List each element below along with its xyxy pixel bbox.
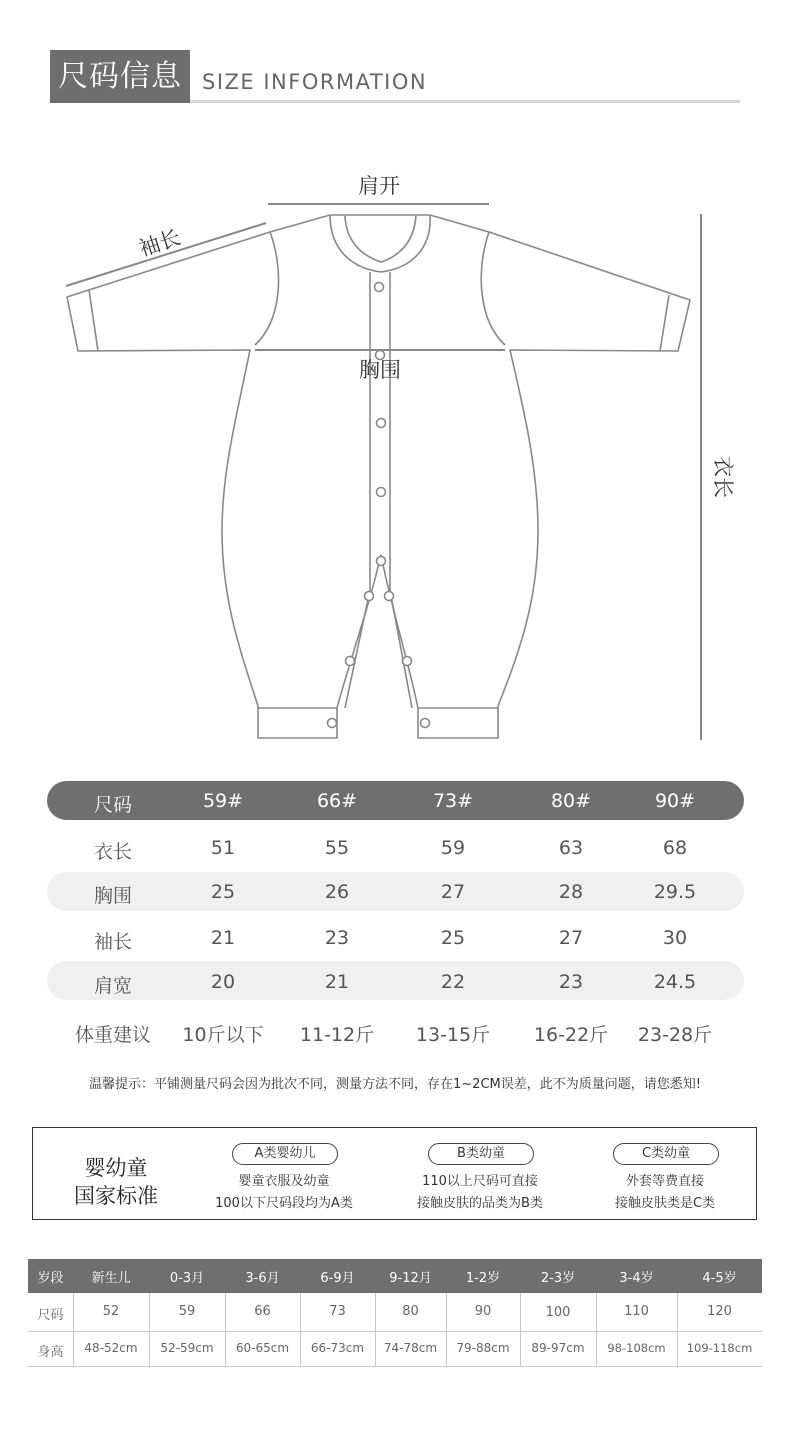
size-table-cell: 24.5 — [653, 971, 697, 993]
size-table-cell: 29.5 — [653, 881, 697, 903]
size-table-cell: 11-12斤 — [299, 1024, 375, 1046]
size-table-header-cell: 73# — [432, 790, 474, 812]
size-table-cell: 26 — [324, 881, 350, 903]
size-table-cell: 51 — [210, 837, 236, 859]
standard-title-line1: 婴幼童 — [84, 1156, 148, 1180]
sleeve-label: 袖长 — [136, 225, 184, 261]
class-c-line2: 接触皮肤类是C类 — [614, 1196, 716, 1211]
age-table-cell: 90 — [474, 1304, 492, 1319]
size-table-cell: 衣长 — [93, 841, 132, 863]
measurement-tip: 温馨提示：平铺测量尺码会因为批次不同，测量方法不同，存在1~2CM误差，此不为质量问题，请您悉知! — [89, 1077, 701, 1092]
size-table-cell: 30 — [662, 927, 688, 949]
size-table-cell: 55 — [324, 837, 350, 859]
age-table-cell: 52 — [102, 1304, 120, 1319]
shoulder-label: 肩开 — [358, 174, 400, 198]
size-table-header-cell: 尺码 — [93, 794, 132, 816]
class-a-badge: A类婴幼儿 — [232, 1143, 338, 1165]
age-table-cell: 60-65cm — [235, 1341, 290, 1355]
age-table-cell: 59 — [178, 1304, 196, 1319]
size-table-cell: 20 — [210, 971, 236, 993]
age-table-cell: 120 — [707, 1304, 732, 1319]
age-table-header-cell: 岁段 — [37, 1271, 64, 1286]
left-armhole — [255, 232, 279, 345]
age-table-divider — [520, 1293, 521, 1366]
size-table-header-cell: 59# — [202, 790, 244, 812]
size-table-cell: 25 — [210, 881, 236, 903]
age-table-cell: 74-78cm — [383, 1341, 438, 1355]
size-table-cell: 23 — [324, 927, 350, 949]
size-table-cell: 59 — [440, 837, 466, 859]
age-table-cell: 100 — [545, 1305, 571, 1320]
size-table-cell: 21 — [210, 927, 236, 949]
size-table-cell: 27 — [440, 881, 466, 903]
age-table-header-cell: 新生儿 — [91, 1271, 131, 1286]
age-table-cell: 66-73cm — [310, 1341, 365, 1355]
age-table-header-cell: 1-2岁 — [465, 1271, 501, 1286]
size-table-cell: 22 — [440, 971, 466, 993]
size-table-cell: 袖长 — [93, 931, 132, 953]
romper-outline — [67, 215, 690, 738]
age-table-cell: 尺码 — [37, 1308, 64, 1323]
class-c-badge: C类幼童 — [613, 1143, 719, 1165]
placket-left — [345, 272, 370, 708]
size-table-cell: 体重建议 — [74, 1024, 151, 1046]
age-table-header-cell: 3-6月 — [245, 1271, 280, 1286]
age-table-header-cell: 9-12月 — [389, 1271, 432, 1286]
left-cuff — [89, 290, 98, 351]
age-table-header-cell: 2-3岁 — [540, 1271, 576, 1286]
size-table-header-cell: 90# — [654, 790, 696, 812]
age-table-divider — [28, 1331, 762, 1332]
class-b-line2: 接触皮肤的品类为B类 — [417, 1196, 543, 1211]
age-table-cell: 109-118cm — [686, 1341, 753, 1355]
age-table-header-cell: 3-4岁 — [619, 1271, 654, 1286]
size-table-cell: 28 — [558, 881, 584, 903]
right-armhole — [481, 232, 505, 345]
size-table-cell: 21 — [324, 971, 350, 993]
size-table-cell: 25 — [440, 927, 466, 949]
class-b-line1: 110以上尺码可直接 — [422, 1174, 538, 1189]
age-table-cell: 80 — [402, 1304, 419, 1319]
size-table-cell: 10斤以下 — [182, 1024, 264, 1046]
size-table-cell: 肩宽 — [93, 975, 132, 997]
age-table-header-cell: 0-3月 — [169, 1271, 205, 1286]
size-table-cell: 13-15斤 — [415, 1024, 491, 1046]
class-a-line2: 100以下尺码段均为A类 — [215, 1196, 353, 1211]
size-table-cell: 68 — [662, 837, 688, 859]
age-table-cell: 66 — [254, 1304, 271, 1319]
age-table-cell: 73 — [329, 1304, 346, 1319]
right-cuff — [660, 295, 669, 351]
age-table-cell: 110 — [624, 1304, 649, 1319]
size-table-cell: 23-28斤 — [637, 1024, 713, 1046]
size-table-cell: 27 — [558, 927, 584, 949]
standard-title-line2: 国家标准 — [74, 1184, 158, 1208]
age-table-cell: 79-88cm — [456, 1341, 510, 1355]
size-table-cell: 16-22斤 — [533, 1024, 609, 1046]
age-table-divider — [28, 1366, 762, 1367]
placket-right — [390, 272, 412, 708]
chest-label: 胸围 — [359, 358, 401, 382]
class-a-line1: 婴童衣服及幼童 — [238, 1174, 330, 1189]
class-c-line1: 外套等费直接 — [625, 1174, 704, 1189]
size-table-header-cell: 66# — [316, 790, 358, 812]
age-table-cell: 52-59cm — [160, 1341, 214, 1355]
age-table-cell: 89-97cm — [531, 1341, 585, 1355]
header-underline — [190, 100, 740, 103]
size-table-cell: 23 — [558, 971, 584, 993]
romper-diagram — [0, 150, 790, 750]
size-table-cell: 63 — [558, 837, 584, 859]
collar-inner — [345, 216, 416, 262]
age-table-cell: 98-108cm — [607, 1341, 666, 1355]
size-table-header-cell: 80# — [550, 790, 592, 812]
length-label: 衣长 — [711, 456, 735, 498]
class-b-badge: B类幼童 — [428, 1143, 534, 1165]
age-table-cell: 身高 — [37, 1345, 64, 1360]
header-title-cn: 尺码信息 — [58, 59, 182, 94]
age-table-cell: 48-52cm — [84, 1341, 138, 1355]
age-table-header-cell: 6-9月 — [320, 1271, 355, 1286]
size-table-cell: 胸围 — [93, 885, 132, 907]
age-table-header-cell: 4-5岁 — [702, 1271, 737, 1286]
header-title-en: SIZE INFORMATION — [202, 70, 428, 94]
